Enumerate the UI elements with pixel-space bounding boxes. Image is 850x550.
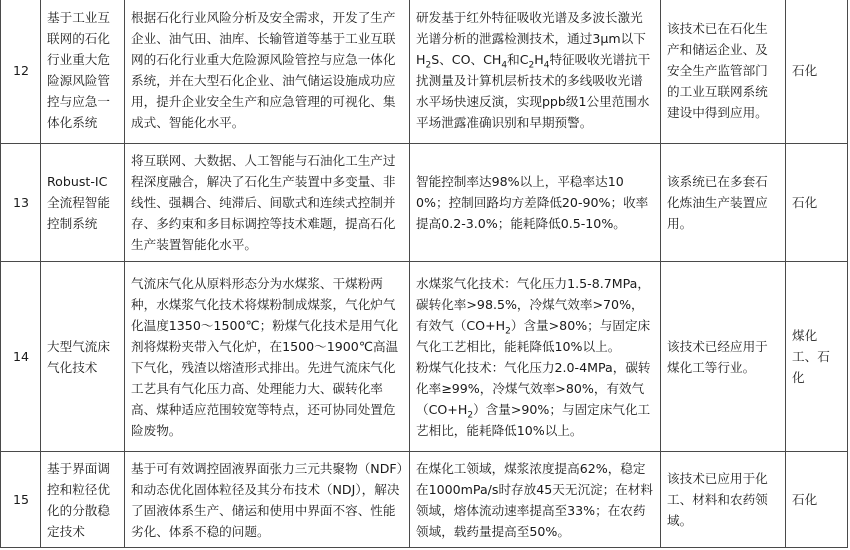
- row-number: 14: [1, 262, 41, 452]
- subscript: 2: [505, 326, 511, 337]
- row-number: 12: [1, 0, 41, 144]
- technical-indicators: [410, 262, 661, 452]
- industry: 石化: [786, 144, 848, 262]
- industry: 煤化工、石化: [786, 262, 848, 452]
- subscript: 4: [543, 60, 550, 71]
- technology-name: Robust-IC 全流程智能控制系统: [41, 144, 125, 262]
- application-status: 该技术已应用于化工、材料和农药领域。: [661, 452, 786, 548]
- row-number: 13: [1, 144, 41, 262]
- industry: 石化: [786, 452, 848, 548]
- subscript: 4: [501, 60, 508, 71]
- tech-text: S、CO、CH: [431, 52, 502, 67]
- industry: 石化: [786, 0, 848, 144]
- table-row: [1, 452, 848, 548]
- tech-text: 特征吸收光谱抗干扰测量及计算机层析技术的多线吸收光谱水平场快速反演，实现ppb级1公里范围水平场泄露准确识别和早期预警。: [416, 52, 651, 130]
- application-status: 该技术已经应用于煤化工等行业。: [661, 262, 786, 452]
- tech-text: 粉煤气化技术：气化压力2.0-4MPa，碳转化率≥99%，冷煤气效率>80%，有效气（CO+H: [416, 359, 651, 417]
- application-status: 该系统已在多套石化炼油生产装置应用。: [661, 144, 786, 262]
- table-row: [1, 262, 848, 452]
- technical-indicators: [410, 0, 661, 144]
- tech-text: 和C: [507, 52, 529, 67]
- technology-description: 将互联网、大数据、人工智能与石油化工生产过程深度融合，解决了石化生产装置中多变量、非线性、强耦合、纯滞后、间歇式和连续式控制并存、多约束和多目标调控等技术难题，提高石化生产装置智能化水平。: [125, 144, 410, 262]
- application-status: 该技术已在石化生产和储运企业、及安全生产监管部门的工业互联网系统建设中得到应用。: [661, 0, 786, 144]
- subscript: 2: [528, 60, 535, 71]
- tech-text: 水煤浆气化技术：气化压力1.5-8.7MPa，碳转化率>98.5%，冷煤气效率>70%，有效气（CO+H: [416, 275, 650, 333]
- subscript: 2: [467, 410, 474, 421]
- tech-text: H: [534, 52, 544, 67]
- technical-indicators: 智能控制率达98%以上，平稳率达100%；控制回路均方差降低20-90%；收率提高0.2-3.0%；能耗降低0.5-10%。: [410, 144, 661, 262]
- technical-indicators: 在煤化工领域，煤浆浓度提高62%，稳定在1000mPa/s时存放45天无沉淀；在材料领域，熔体流动速率提高至33%；在农药领域，载药量提高至50%。: [410, 452, 661, 548]
- tech-text: 研发基于红外特征吸收光谱及多波长激光光谱分析的泄露检测技术，通过3μm以下H: [416, 10, 646, 67]
- tech-text: ）含量>90%；与固定床气化工艺相比，能耗降低10%以上。: [416, 401, 651, 438]
- technology-name: 基于界面调控和粒径优化的分散稳定技术: [41, 452, 125, 548]
- table-row: [1, 144, 848, 262]
- subscript: 2: [425, 60, 432, 71]
- table-row: [1, 0, 848, 144]
- technology-name: 大型气流床气化技术: [41, 262, 125, 452]
- technology-description: 根据石化行业风险分析及安全需求，开发了生产企业、油气田、油库、长输管道等基于工业互联网的石化行业重大危险源风险管控与应急一体化系统，并在大型石化企业、油气储运设施成功应用，提升企业安全生产和应急管理的可视化、集成式、智能化水平。: [125, 0, 410, 144]
- technology-name: 基于工业互联网的石化行业重大危险源风险管控与应急一体化系统: [41, 0, 125, 144]
- coal-water-slurry-indicators: [416, 273, 655, 357]
- row-number: 15: [1, 452, 41, 548]
- tech-text: ）含量>80%；与固定床气化工艺相比，能耗降低10%以上。: [416, 317, 651, 354]
- technology-description: 基于可有效调控固液界面张力三元共聚物（NDF）和动态优化固体粒径及其分布技术（NDJ），解决了固液体系生产、储运和使用中界面不容、性能劣化、体系不稳的问题。: [125, 452, 410, 548]
- pulverized-coal-indicators: [416, 357, 655, 441]
- technology-description: 气流床气化从原料形态分为水煤浆、干煤粉两种，水煤浆气化技术将煤粉制成煤浆，气化炉气化温度1350～1500℃；粉煤气化技术是用气化剂将煤粉夹带入气化炉，在1500～1900℃高温下气化，残渣以熔渣形式排出。先进气流床气化工艺具有气化压力高、处理能力大、碳转化率高、煤种适应范围较宽等特点，还可协同处置危险废物。: [125, 262, 410, 452]
